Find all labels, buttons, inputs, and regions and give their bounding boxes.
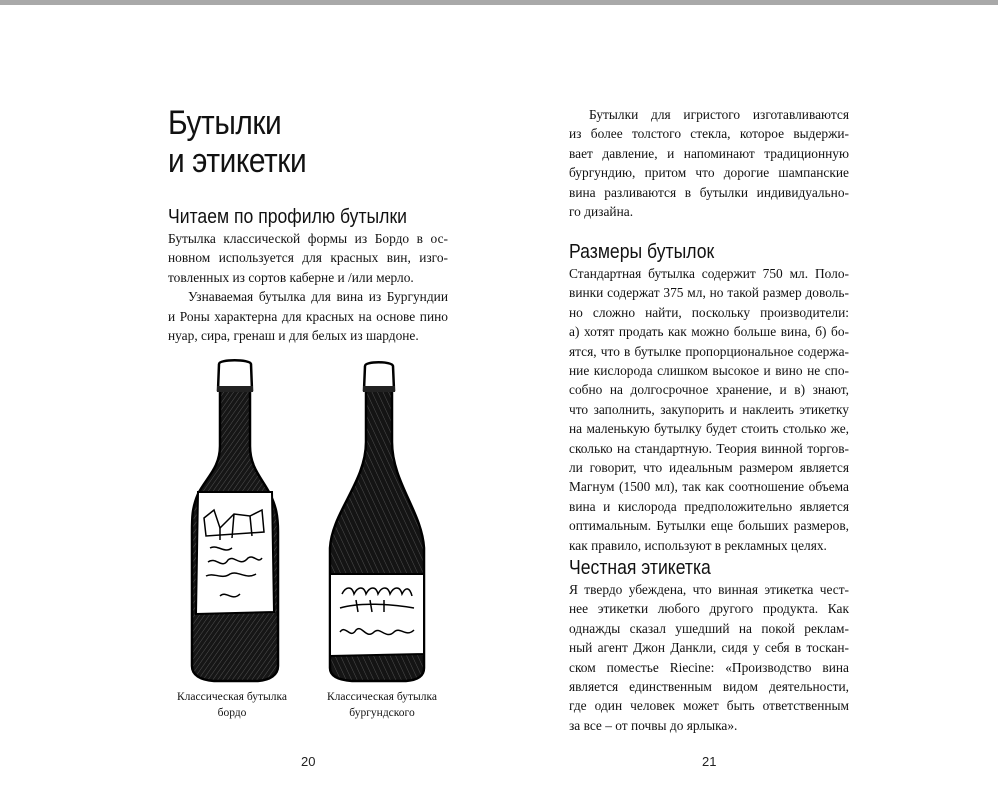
paragraph — [168, 287, 448, 345]
burgundy-bottle — [330, 362, 424, 681]
text-line: а) хотят продать как можно больше вина, б) бо- — [569, 324, 849, 340]
text-line: однажды сказал ушедший на покой реклам- — [569, 620, 849, 636]
text-line: ли говорит, что идеальным размером является — [569, 460, 849, 476]
bordeaux-bottle — [192, 360, 278, 681]
caption-burgundy — [312, 689, 452, 721]
text-line: Стандартная бутылка содержит 750 мл. Поло- — [569, 266, 849, 281]
right-page — [499, 0, 998, 794]
caption-line: бургундского — [349, 707, 415, 719]
paragraph — [569, 580, 849, 735]
text-line: Бутылки для игристого изготавливаются — [589, 107, 849, 122]
text-line: Я твердо убеждена, что винная этикетка чест- — [569, 582, 849, 597]
text-line: нее этикетки любого другого продукта. Как — [569, 601, 849, 617]
text-line: Узнаваемая бутылка для вина из Бургундии — [188, 289, 448, 305]
text-line: как правило, используют в рекламных целях. — [569, 537, 827, 553]
section-bottle-sizes — [569, 240, 849, 555]
text-line: что заполнить, закупорить и наклеить этикетку — [569, 401, 849, 417]
text-line: собно на долгосрочное хранение, и в) знают, — [569, 382, 849, 398]
text-line: и Роны характерна для красных на основе пино — [168, 308, 448, 324]
section-honest-label — [569, 556, 849, 735]
page-number: 20 — [301, 754, 316, 769]
text-line: но сложно найти, поскольку производители: — [569, 304, 849, 320]
text-line: го дизайна. — [569, 204, 634, 220]
text-line: вает давление, и напоминают традиционную — [569, 145, 849, 161]
text-line: Магнум (1500 мл), так как соотношение объема — [569, 479, 849, 495]
page-number: 21 — [702, 754, 717, 769]
text-line: на маленькую бутылку будет стоить столько же, — [569, 421, 849, 437]
section-title: Читаем по профилю бутылки — [168, 206, 407, 228]
chapter-title — [168, 104, 306, 180]
text-line: бургундию, притом что дорогие шампанские — [569, 165, 849, 181]
chapter-title-line: и этикетки — [168, 142, 307, 180]
text-line: ние кислорода слишком высокое и вино не спо- — [569, 363, 849, 379]
paragraph — [569, 105, 849, 221]
bottles-illustration — [170, 350, 450, 690]
section-bottle-profile — [168, 205, 448, 345]
paragraph — [168, 229, 448, 287]
text-line: винки содержат 375 мл, но такой размер доволь- — [569, 285, 849, 301]
text-line: товленных из сортов каберне и /или мерло. — [168, 269, 414, 285]
text-line: нуар, сира, гренаш и для белых из шардоне. — [168, 328, 419, 344]
text-line: Бутылка классической формы из Бордо в ос- — [168, 231, 448, 246]
text-line: оптимальным. Бутылки еще больших размеров, — [569, 518, 849, 534]
text-line: где один человек может быть ответственным — [569, 698, 849, 714]
caption-bordeaux — [162, 689, 302, 721]
text-line: ный агент Джон Данкли, сидя у себя в тоскан- — [569, 640, 849, 656]
caption-line: бордо — [217, 707, 247, 719]
caption-line: Классическая бутылка — [326, 691, 437, 703]
intro-paragraph — [569, 105, 849, 221]
section-title: Размеры бутылок — [569, 241, 715, 263]
text-line: сколько на стандартную. Теория винной торгов- — [569, 440, 849, 456]
text-line: является единственным видом деятельности, — [569, 679, 849, 695]
chapter-title-line: Бутылки — [168, 104, 282, 142]
caption-line: Классическая бутылка — [176, 691, 287, 703]
text-line: ском поместье Riecine: «Производство вина — [569, 659, 849, 675]
text-line: вина и кислорода предположительно является — [569, 498, 849, 514]
text-line: за все – от почвы до ярлыка». — [569, 717, 738, 733]
text-line: ятся, что в бутылке пропорциональное содержа- — [569, 343, 849, 359]
text-line: из более толстого стекла, которое выдержи- — [569, 126, 849, 142]
text-line: новном используется для красных вин, изго- — [168, 250, 448, 266]
text-line: вина разливаются в бутылки индивидуально- — [569, 184, 849, 200]
section-title: Честная этикетка — [569, 557, 711, 579]
paragraph — [569, 264, 849, 555]
